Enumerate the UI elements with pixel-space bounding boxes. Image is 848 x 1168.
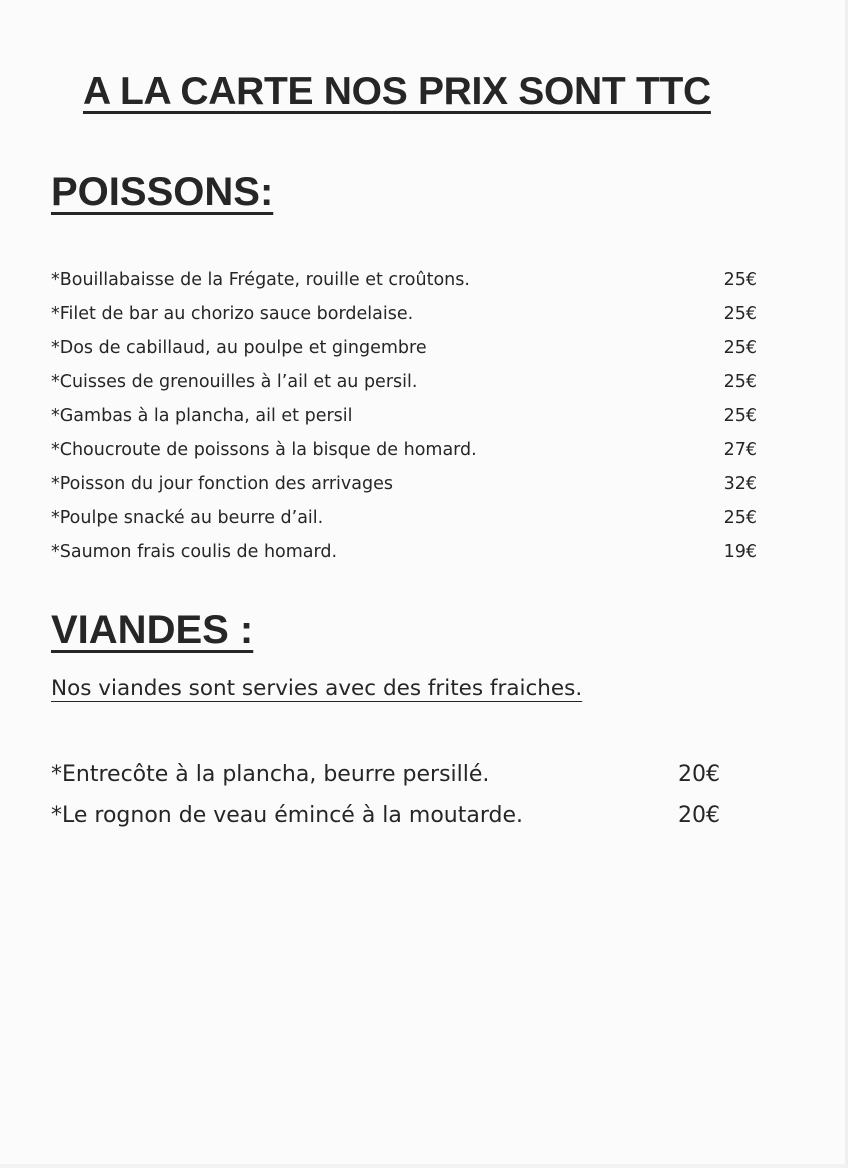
menu-item-price: 25€ (723, 508, 757, 528)
page-title: A LA CARTE NOS PRIX SONT TTC (83, 70, 711, 113)
poissons-list (51, 263, 757, 569)
menu-item (51, 754, 720, 795)
menu-item-name: *Poisson du jour fonction des arrivages (51, 474, 393, 494)
menu-item (51, 399, 757, 433)
menu-item-name: *Le rognon de veau émincé à la moutarde. (51, 803, 523, 828)
menu-item (51, 501, 757, 535)
menu-item-name: *Dos de cabillaud, au poulpe et gingembre (51, 338, 427, 358)
menu-item-price: 19€ (723, 542, 757, 562)
menu-item-price: 32€ (723, 474, 757, 494)
menu-item-price: 20€ (678, 762, 720, 787)
menu-item (51, 795, 720, 836)
poissons-heading: POISSONS: (51, 170, 274, 214)
menu-item (51, 331, 757, 365)
menu-item-price: 25€ (723, 270, 757, 290)
menu-item-price: 27€ (723, 440, 757, 460)
menu-item-name: *Saumon frais coulis de homard. (51, 542, 338, 562)
menu-item-name: *Filet de bar au chorizo sauce bordelaise. (51, 304, 414, 324)
menu-item-name: *Cuisses de grenouilles à l’ail et au persil. (51, 372, 418, 392)
viandes-subtitle: Nos viandes sont servies avec des frites fraiches. (51, 676, 583, 701)
menu-item (51, 535, 757, 569)
menu-item-price: 20€ (678, 803, 720, 828)
viandes-heading: VIANDES : (51, 608, 254, 652)
menu-item-name: *Bouillabaisse de la Frégate, rouille et croûtons. (51, 270, 470, 290)
menu-item-price: 25€ (723, 338, 757, 358)
menu-item (51, 433, 757, 467)
menu-item-name: *Poulpe snacké au beurre d’ail. (51, 508, 324, 528)
menu-item-name: *Choucroute de poissons à la bisque de homard. (51, 440, 477, 460)
viandes-list (51, 754, 720, 836)
menu-item-name: *Gambas à la plancha, ail et persil (51, 406, 353, 426)
menu-item (51, 365, 757, 399)
menu-item (51, 263, 757, 297)
menu-item-price: 25€ (723, 406, 757, 426)
menu-item-price: 25€ (723, 304, 757, 324)
menu-item (51, 467, 757, 501)
menu-item (51, 297, 757, 331)
menu-item-price: 25€ (723, 372, 757, 392)
menu-item-name: *Entrecôte à la plancha, beurre persillé. (51, 762, 490, 787)
